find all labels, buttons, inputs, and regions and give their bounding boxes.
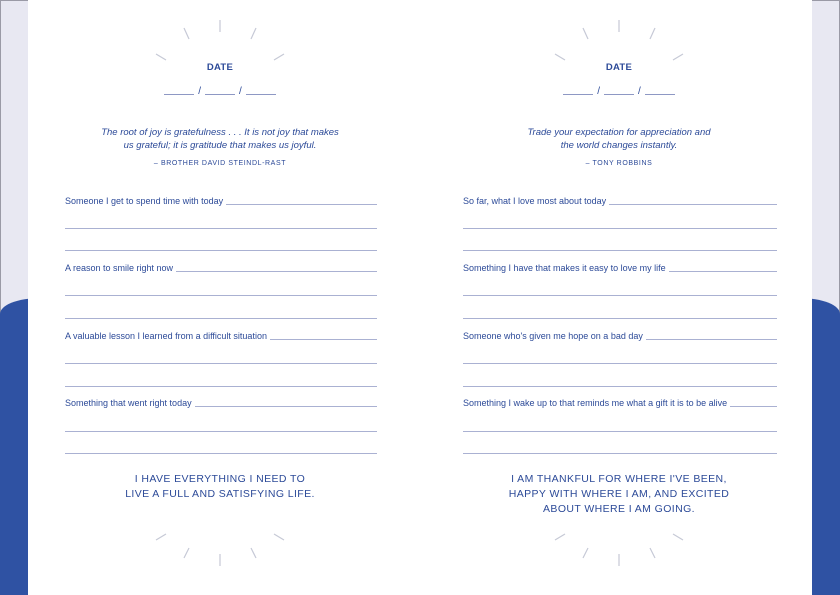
prompt-3[interactable]: Someone who's given me hope on a bad day [463,331,777,341]
writing-line[interactable] [463,431,777,432]
prompt-2[interactable]: A reason to smile right now [65,263,377,273]
writing-line[interactable] [463,228,777,229]
journal-page-right [426,0,812,595]
page-gutter [412,0,426,595]
writing-line[interactable] [463,453,777,454]
quote-author: – BROTHER DAVID STEINDL-RAST [153,160,287,167]
writing-line[interactable] [65,453,377,454]
date-field[interactable]: / / [426,86,812,97]
affirmation: I AM THANKFUL FOR WHERE I'VE BEEN, HAPPY WITH WHERE I AM, AND EXCITED ABOUT WHERE I AM GOING. [508,473,730,515]
sunburst-bottom-icon [28,528,412,588]
writing-line[interactable] [463,295,777,296]
writing-line[interactable] [463,318,777,319]
writing-line[interactable] [65,295,377,296]
date-label: DATE [206,62,234,73]
writing-line[interactable] [65,363,377,364]
writing-line[interactable] [65,318,377,319]
prompt-3[interactable]: A valuable lesson I learned from a difficult situation [65,331,377,341]
quote: The root of joy is gratefulness . . . It is not joy that makes us grateful; it is gratitude that makes us joyful. [101,127,339,151]
writing-line[interactable] [463,386,777,387]
journal-page-left [28,0,412,595]
prompt-1[interactable]: Someone I get to spend time with today [65,196,377,206]
prompt-4[interactable]: Something I wake up to that reminds me what a gift it is to be alive [463,398,777,408]
prompt-4[interactable]: Something that went right today [65,398,377,408]
prompt-2[interactable]: Something I have that makes it easy to love my life [463,263,777,273]
quote: Trade your expectation for appreciation and the world changes instantly. [527,127,711,151]
date-label: DATE [605,62,633,73]
affirmation: I HAVE EVERYTHING I NEED TO LIVE A FULL AND SATISFYING LIFE. [125,473,315,500]
writing-line[interactable] [65,431,377,432]
writing-line[interactable] [65,386,377,387]
writing-line[interactable] [463,250,777,251]
date-field[interactable]: / / [28,86,412,97]
prompt-1[interactable]: So far, what I love most about today [463,196,777,206]
quote-author: – TONY ROBBINS [585,160,653,167]
writing-line[interactable] [65,228,377,229]
sunburst-bottom-icon [426,528,812,588]
writing-line[interactable] [65,250,377,251]
writing-line[interactable] [463,363,777,364]
